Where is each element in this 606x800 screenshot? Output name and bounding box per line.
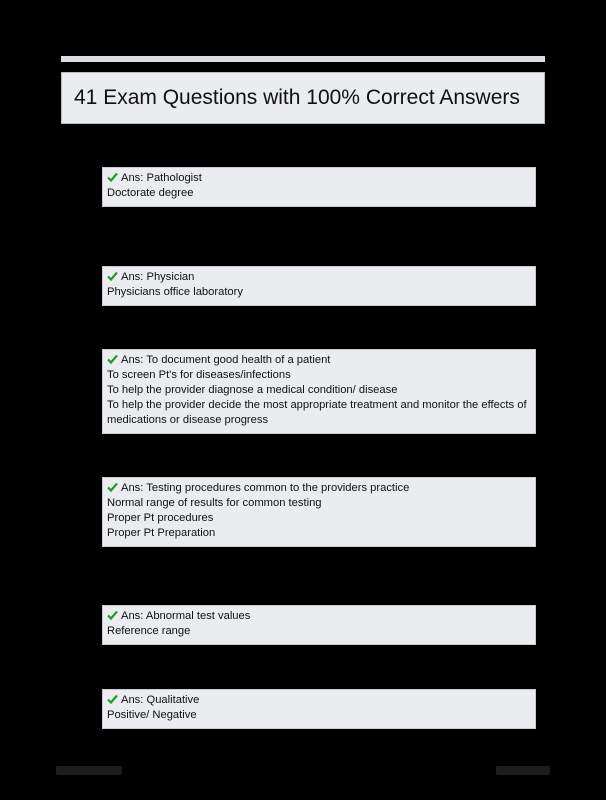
- answer-detail: Normal range of results for common testing: [107, 497, 322, 509]
- checkmark-icon: [107, 694, 118, 704]
- answer-line: [107, 481, 531, 496]
- answer-block-4: [102, 477, 536, 547]
- answer-text: Ans: Pathologist: [121, 172, 202, 184]
- answer-block-2: [102, 266, 536, 306]
- title-banner: [61, 72, 545, 124]
- checkmark-icon: [107, 354, 118, 364]
- answer-block-6: [102, 689, 536, 729]
- answer-detail: To help the provider decide the most appropriate treatment and monitor the effects of medications or disease progress: [107, 399, 527, 426]
- answer-line: [107, 609, 531, 624]
- answer-detail: To screen Pt's for diseases/infections: [107, 369, 291, 381]
- footer-watermark-left: [56, 766, 122, 775]
- answer-detail: Proper Pt Preparation: [107, 527, 216, 539]
- answer-text: Ans: Abnormal test values: [121, 610, 251, 622]
- answer-line: [107, 693, 531, 708]
- answer-line: [107, 270, 531, 285]
- answer-detail: Physicians office laboratory: [107, 286, 243, 298]
- answer-line: [107, 171, 531, 186]
- answer-detail: Doctorate degree: [107, 187, 194, 199]
- answer-text: Ans: To document good health of a patient: [121, 354, 331, 366]
- answer-text: Ans: Physician: [121, 271, 195, 283]
- answer-detail: To help the provider diagnose a medical condition/ disease: [107, 384, 398, 396]
- page-title: 41 Exam Questions with 100% Correct Answers: [74, 86, 520, 109]
- header-rule: [61, 56, 545, 62]
- answer-line: [107, 353, 531, 368]
- footer-page-indicator: [496, 766, 550, 775]
- answer-detail: Positive/ Negative: [107, 709, 197, 721]
- checkmark-icon: [107, 271, 118, 281]
- checkmark-icon: [107, 610, 118, 620]
- answer-block-5: [102, 605, 536, 645]
- answer-block-3: [102, 349, 536, 434]
- checkmark-icon: [107, 172, 118, 182]
- answer-detail: Proper Pt procedures: [107, 512, 214, 524]
- answer-block-1: [102, 167, 536, 207]
- answer-text: Ans: Testing procedures common to the providers practice: [121, 482, 410, 494]
- answer-text: Ans: Qualitative: [121, 694, 200, 706]
- answer-detail: Reference range: [107, 625, 191, 637]
- checkmark-icon: [107, 482, 118, 492]
